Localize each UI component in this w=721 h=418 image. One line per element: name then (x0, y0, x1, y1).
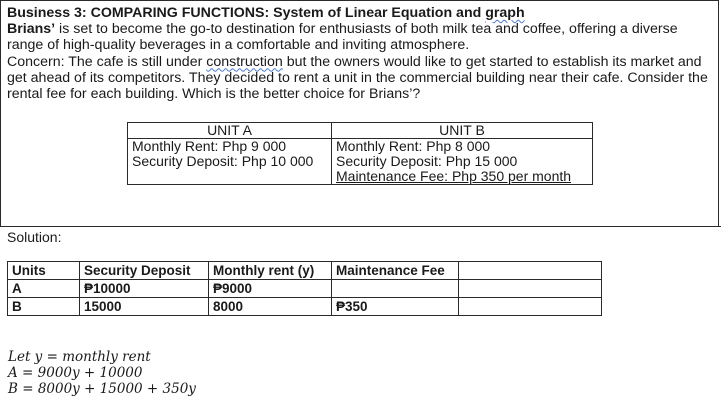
unit-b-header: UNIT B (332, 123, 593, 139)
row-b-maintenance: ₱350 (332, 298, 459, 316)
solution-label: Solution: (7, 229, 62, 245)
table-row (8, 298, 602, 316)
unit-a-details (128, 139, 332, 185)
equation-a: A = 9000y + 10000 (8, 365, 143, 381)
unit-a-rent: Monthly Rent: Php 9 000 (132, 138, 287, 154)
header-monthly-rent: Monthly rent (y) (209, 262, 332, 280)
equation-let: Let y = monthly rent (8, 349, 151, 365)
row-a-deposit: ₱10000 (80, 280, 209, 298)
units-detail-row (128, 139, 593, 185)
row-b-rent: 8000 (209, 298, 332, 316)
unit-a-header: UNIT A (128, 123, 332, 139)
equations (8, 349, 196, 397)
concern-text-2: but the owners would like to get started to establish its market and get ahead of its competitors. They decided to rent a unit in the commercial building near their cafe. Consider the rental fee for each building. Which is the better choice for Brians’? (7, 53, 708, 103)
row-a-extra (459, 280, 602, 298)
concern-marked-word: construction (206, 53, 283, 70)
section-divider (0, 226, 721, 227)
row-b-unit: B (8, 298, 80, 316)
unit-a-deposit: Security Deposit: Php 10 000 (132, 153, 314, 169)
table-row (8, 280, 602, 298)
unit-b-maintenance: Maintenance Fee: Php 350 per month (336, 168, 572, 184)
intro-paragraph (7, 21, 713, 53)
concern-paragraph (7, 54, 713, 103)
units-header-row (128, 123, 593, 139)
intro-text: is set to become the go-to destination for enthusiasts of both milk tea and coffee, offering a diverse range of high-quality beverages in a comfortable and inviting atmosphere. (7, 21, 678, 54)
title-marked-word: graph (485, 5, 525, 21)
units-table (127, 122, 593, 185)
equation-b: B = 8000y + 15000 + 350y (8, 381, 196, 397)
row-a-maintenance (332, 280, 459, 298)
header-maintenance-fee: Maintenance Fee (332, 262, 459, 280)
header-security-deposit: Security Deposit (80, 262, 209, 280)
header-units: Units (8, 262, 80, 280)
row-b-deposit: 15000 (80, 298, 209, 316)
concern-text-1: Concern: The cafe is still under (7, 53, 207, 70)
solution-table (7, 261, 602, 316)
header-empty (459, 262, 602, 280)
unit-b-rent: Monthly Rent: Php 8 000 (336, 138, 491, 154)
title-text: Business 3: COMPARING FUNCTIONS: System of Linear Equation and (7, 5, 486, 21)
row-a-rent: ₱9000 (209, 280, 332, 298)
unit-b-deposit: Security Deposit: Php 15 000 (336, 153, 518, 169)
problem-title (7, 5, 713, 21)
row-b-extra (459, 298, 602, 316)
solution-header-row (8, 262, 602, 280)
brand-name: Brians’ (7, 21, 56, 38)
unit-b-details (332, 139, 593, 185)
row-a-unit: A (8, 280, 80, 298)
problem-text (7, 5, 713, 102)
